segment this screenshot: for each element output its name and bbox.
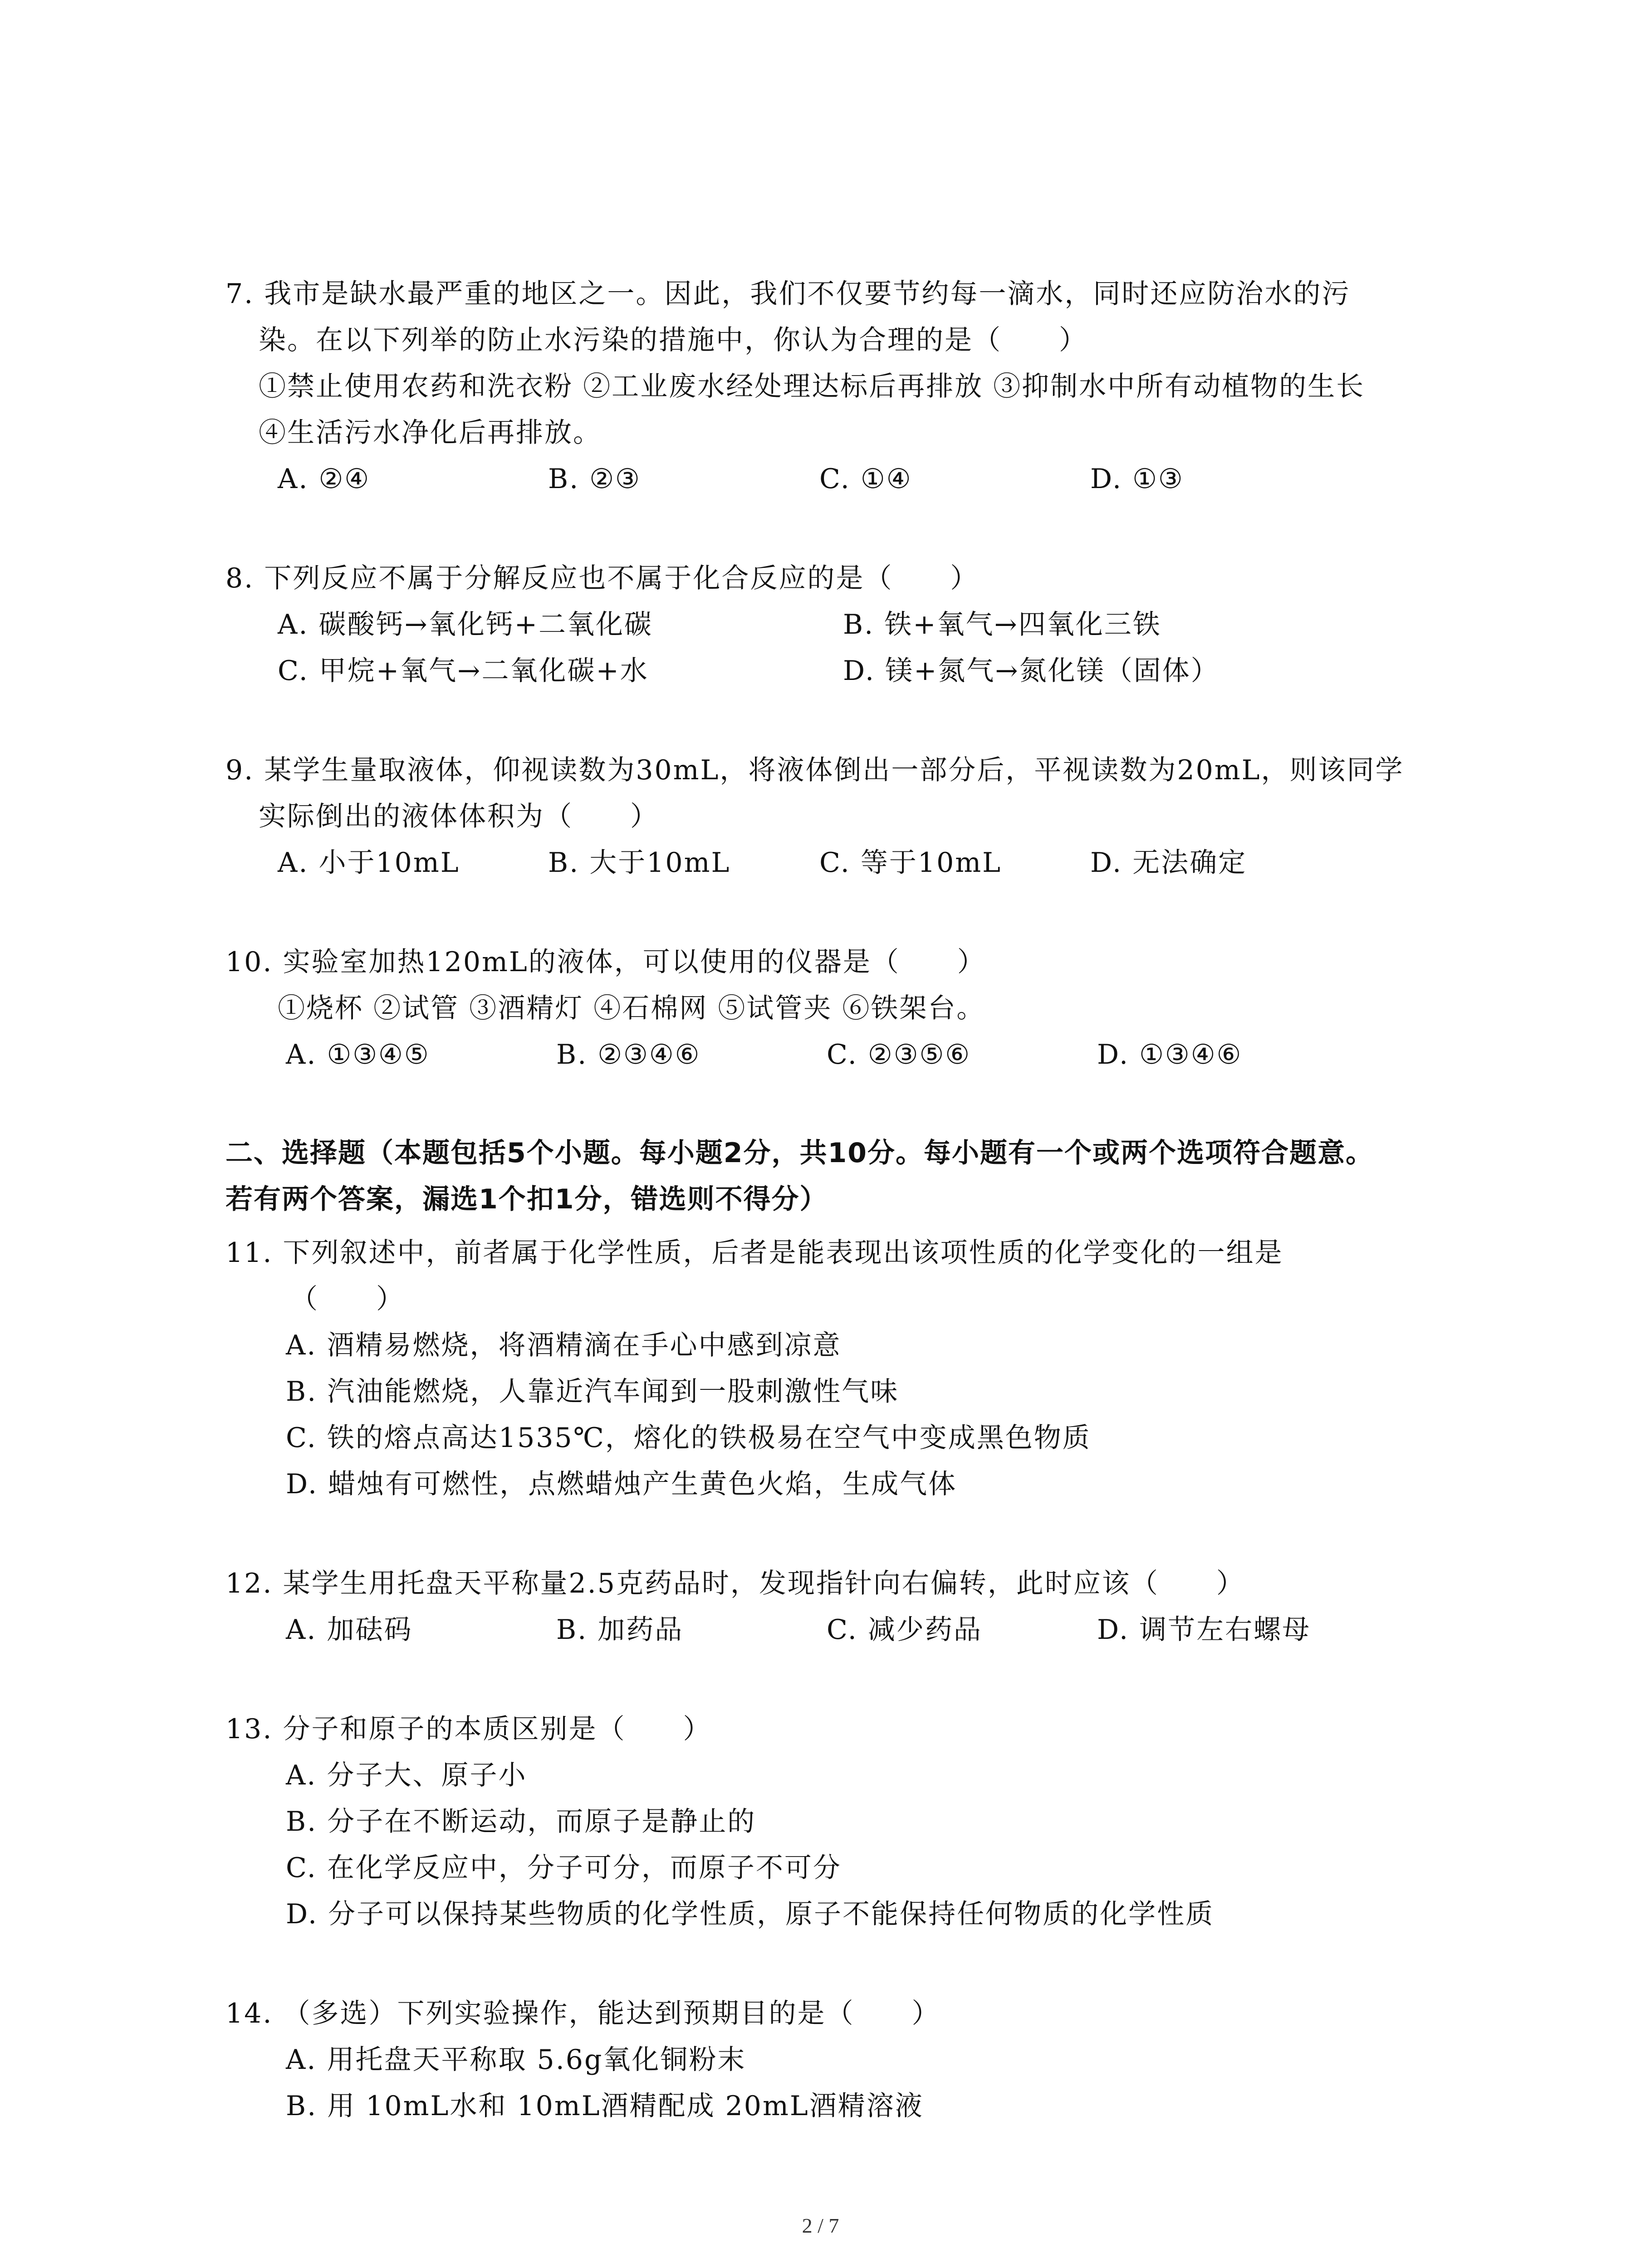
q11-option-d: D. 蜡烛有可燃性，点燃蜡烛产生黄色火焰，生成气体: [286, 1468, 957, 1500]
q13-option-c: C. 在化学反应中，分子可分，而原子不可分: [286, 1852, 842, 1884]
q8-stem: 8. 下列反应不属于分解反应也不属于化合反应的是（ ）: [225, 562, 979, 594]
page-number: 2 / 7: [802, 2214, 839, 2237]
q10-option-a: A. ①③④⑤: [286, 1039, 430, 1070]
q8-option-a: A. 碳酸钙→氧化钙+二氧化碳: [278, 609, 653, 640]
q11-stem-line-2: （ ）: [290, 1283, 405, 1315]
q12-option-c: C. 减少药品: [827, 1614, 982, 1646]
q10-option-c: C. ②③⑤⑥: [827, 1039, 971, 1070]
q12-option-a: A. 加砝码: [286, 1614, 413, 1646]
q11-option-b: B. 汽油能燃烧，人靠近汽车闻到一股刺激性气味: [286, 1376, 899, 1408]
q11-stem-line-1: 11. 下列叙述中，前者属于化学性质，后者是能表现出该项性质的化学变化的一组是: [225, 1237, 1283, 1269]
q7-option-c: C. ①④: [819, 463, 912, 495]
q13-option-a: A. 分子大、原子小: [286, 1760, 527, 1791]
q10-option-d: D. ①③④⑥: [1097, 1039, 1243, 1070]
section-2-heading-line-2: 若有两个答案，漏选1个扣1分，错选则不得分）: [225, 1183, 828, 1215]
q8-option-c: C. 甲烷+氧气→二氧化碳+水: [278, 655, 649, 687]
q11-option-c: C. 铁的熔点高达1535℃，熔化的铁极易在空气中变成黑色物质: [286, 1422, 1091, 1454]
q8-option-d: D. 镁+氮气→氮化镁（固体）: [843, 655, 1220, 687]
q7-option-d: D. ①③: [1090, 463, 1184, 495]
q14-option-b: B. 用 10mL水和 10mL酒精配成 20mL酒精溶液: [286, 2090, 924, 2122]
q13-option-b: B. 分子在不断运动，而原子是静止的: [286, 1806, 756, 1838]
q9-option-d: D. 无法确定: [1090, 847, 1247, 879]
q12-stem: 12. 某学生用托盘天平称量2.5克药品时，发现指针向右偏转，此时应该（ ）: [225, 1568, 1245, 1599]
q7-option-a: A. ②④: [278, 463, 371, 495]
q13-stem: 13. 分子和原子的本质区别是（ ）: [225, 1713, 712, 1745]
q14-stem: 14. （多选）下列实验操作，能达到预期目的是（ ）: [225, 1998, 941, 2029]
q12-option-d: D. 调节左右螺母: [1097, 1614, 1311, 1646]
q8-option-b: B. 铁+氧气→四氧化三铁: [843, 609, 1161, 640]
q11-option-a: A. 酒精易燃烧，将酒精滴在手心中感到凉意: [286, 1330, 842, 1361]
q9-option-a: A. 小于10mL: [278, 847, 460, 879]
q7-option-b: B. ②③: [548, 463, 641, 495]
q7-items-line-2: ④生活污水净化后再排放。: [259, 417, 602, 449]
q9-stem-line-1: 9. 某学生量取液体，仰视读数为30mL，将液体倒出一部分后，平视读数为20mL，则该同学: [225, 754, 1404, 786]
q10-option-b: B. ②③④⑥: [556, 1039, 701, 1070]
q9-option-b: B. 大于10mL: [548, 847, 731, 879]
q9-option-c: C. 等于10mL: [819, 847, 1002, 879]
section-2-heading-line-1: 二、选择题（本题包括5个小题。每小题2分，共10分。每小题有一个或两个选项符合题意。: [225, 1137, 1374, 1169]
q10-stem-line-2: ①烧杯 ②试管 ③酒精灯 ④石棉网 ⑤试管夹 ⑥铁架台。: [278, 992, 985, 1024]
q14-option-a: A. 用托盘天平称取 5.6g氧化铜粉末: [286, 2044, 746, 2076]
q10-stem-line-1: 10. 实验室加热120mL的液体，可以使用的仪器是（ ）: [225, 946, 986, 978]
q7-stem-line-1: 7. 我市是缺水最严重的地区之一。因此，我们不仅要节约每一滴水，同时还应防治水的污: [225, 278, 1351, 310]
q12-option-b: B. 加药品: [556, 1614, 684, 1646]
q7-stem-line-2: 染。在以下列举的防止水污染的措施中，你认为合理的是（ ）: [259, 324, 1087, 356]
q9-stem-line-2: 实际倒出的液体体积为（ ）: [259, 801, 659, 832]
q13-option-d: D. 分子可以保持某些物质的化学性质，原子不能保持任何物质的化学性质: [286, 1898, 1215, 1930]
q7-items-line-1: ①禁止使用农药和洗衣粉 ②工业废水经处理达标后再排放 ③抑制水中所有动植物的生长: [259, 371, 1365, 402]
